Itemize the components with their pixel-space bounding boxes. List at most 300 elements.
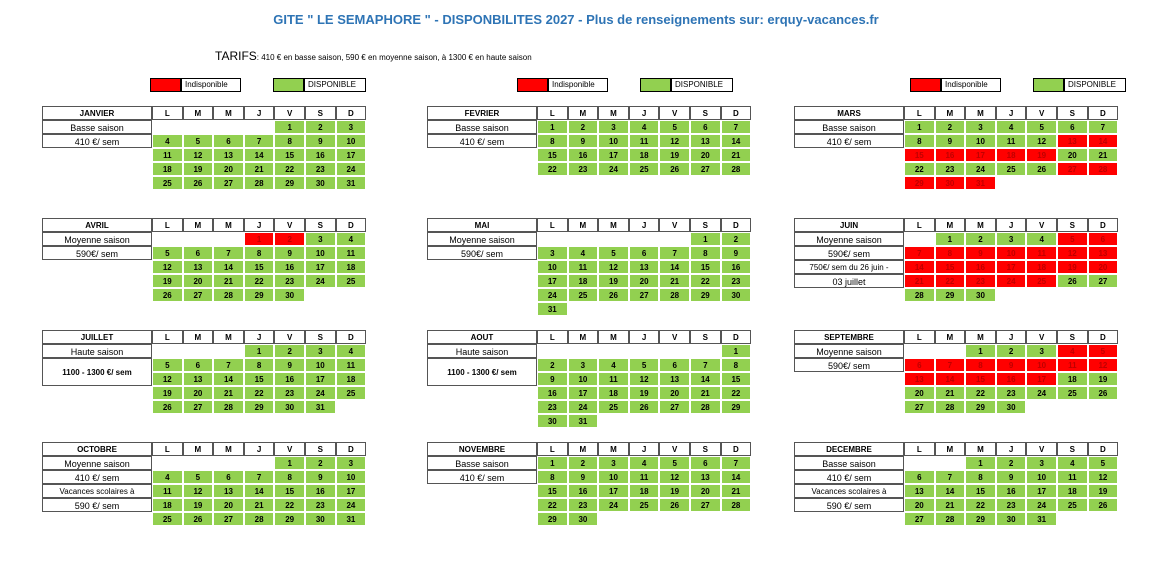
day-cell[interactable]: 7	[213, 246, 244, 260]
day-cell[interactable]: 17	[598, 148, 629, 162]
day-cell[interactable]: 9	[935, 134, 966, 148]
day-cell[interactable]: 17	[305, 372, 336, 386]
day-cell[interactable]: 6	[690, 456, 721, 470]
day-cell[interactable]: 13	[213, 148, 244, 162]
day-cell[interactable]: 16	[568, 484, 599, 498]
day-cell[interactable]: 1	[274, 120, 305, 134]
day-cell[interactable]: 3	[537, 246, 568, 260]
day-cell[interactable]: 14	[1088, 134, 1119, 148]
day-cell[interactable]: 3	[598, 120, 629, 134]
day-cell[interactable]: 29	[904, 176, 935, 190]
day-cell[interactable]: 24	[965, 162, 996, 176]
day-cell[interactable]: 15	[537, 484, 568, 498]
day-cell[interactable]: 6	[183, 358, 214, 372]
day-cell[interactable]: 15	[965, 372, 996, 386]
day-cell[interactable]: 18	[152, 498, 183, 512]
day-cell[interactable]: 21	[659, 274, 690, 288]
day-cell[interactable]: 21	[690, 386, 721, 400]
day-cell[interactable]: 1	[904, 120, 935, 134]
day-cell[interactable]: 15	[244, 372, 275, 386]
day-cell[interactable]: 16	[274, 260, 305, 274]
day-cell[interactable]: 31	[336, 512, 367, 526]
day-cell[interactable]: 10	[598, 470, 629, 484]
day-cell[interactable]: 27	[183, 400, 214, 414]
day-cell[interactable]: 24	[568, 400, 599, 414]
day-cell[interactable]: 22	[904, 162, 935, 176]
day-cell[interactable]: 21	[213, 274, 244, 288]
day-cell[interactable]: 9	[721, 246, 752, 260]
day-cell[interactable]: 16	[568, 148, 599, 162]
day-cell[interactable]: 1	[721, 344, 752, 358]
day-cell[interactable]: 16	[305, 484, 336, 498]
day-cell[interactable]: 12	[183, 148, 214, 162]
day-cell[interactable]: 20	[629, 274, 660, 288]
day-cell[interactable]: 2	[537, 358, 568, 372]
day-cell[interactable]: 28	[721, 162, 752, 176]
day-cell[interactable]: 2	[568, 120, 599, 134]
day-cell[interactable]: 6	[183, 246, 214, 260]
day-cell[interactable]: 5	[1088, 456, 1119, 470]
day-cell[interactable]: 4	[1026, 232, 1057, 246]
day-cell[interactable]: 3	[1026, 456, 1057, 470]
day-cell[interactable]: 26	[152, 288, 183, 302]
day-cell[interactable]: 14	[213, 260, 244, 274]
day-cell[interactable]: 2	[965, 232, 996, 246]
day-cell[interactable]: 12	[152, 372, 183, 386]
day-cell[interactable]: 14	[690, 372, 721, 386]
day-cell[interactable]: 6	[659, 358, 690, 372]
day-cell[interactable]: 27	[213, 176, 244, 190]
day-cell[interactable]: 27	[213, 512, 244, 526]
day-cell[interactable]: 3	[1026, 344, 1057, 358]
day-cell[interactable]: 18	[568, 274, 599, 288]
day-cell[interactable]: 17	[336, 484, 367, 498]
day-cell[interactable]: 8	[537, 470, 568, 484]
day-cell[interactable]: 8	[244, 246, 275, 260]
day-cell[interactable]: 13	[1088, 246, 1119, 260]
day-cell[interactable]: 23	[996, 386, 1027, 400]
day-cell[interactable]: 28	[690, 400, 721, 414]
day-cell[interactable]: 1	[274, 456, 305, 470]
day-cell[interactable]: 1	[965, 456, 996, 470]
day-cell[interactable]: 17	[537, 274, 568, 288]
day-cell[interactable]: 22	[244, 274, 275, 288]
day-cell[interactable]: 11	[152, 148, 183, 162]
day-cell[interactable]: 22	[537, 162, 568, 176]
day-cell[interactable]: 14	[904, 260, 935, 274]
day-cell[interactable]: 21	[244, 498, 275, 512]
day-cell[interactable]: 8	[274, 470, 305, 484]
day-cell[interactable]: 11	[568, 260, 599, 274]
day-cell[interactable]: 18	[152, 162, 183, 176]
day-cell[interactable]: 6	[629, 246, 660, 260]
day-cell[interactable]: 25	[336, 386, 367, 400]
day-cell[interactable]: 19	[152, 274, 183, 288]
day-cell[interactable]: 12	[183, 484, 214, 498]
day-cell[interactable]: 20	[183, 386, 214, 400]
day-cell[interactable]: 16	[721, 260, 752, 274]
day-cell[interactable]: 30	[305, 176, 336, 190]
day-cell[interactable]: 31	[537, 302, 568, 316]
day-cell[interactable]: 11	[336, 246, 367, 260]
day-cell[interactable]: 24	[537, 288, 568, 302]
day-cell[interactable]: 24	[1026, 386, 1057, 400]
day-cell[interactable]: 28	[213, 400, 244, 414]
day-cell[interactable]: 24	[305, 274, 336, 288]
day-cell[interactable]: 5	[659, 456, 690, 470]
day-cell[interactable]: 20	[690, 148, 721, 162]
day-cell[interactable]: 10	[1026, 470, 1057, 484]
day-cell[interactable]: 3	[305, 232, 336, 246]
day-cell[interactable]: 21	[935, 498, 966, 512]
day-cell[interactable]: 30	[537, 414, 568, 428]
day-cell[interactable]: 1	[244, 232, 275, 246]
day-cell[interactable]: 12	[1057, 246, 1088, 260]
day-cell[interactable]: 4	[336, 344, 367, 358]
day-cell[interactable]: 15	[244, 260, 275, 274]
day-cell[interactable]: 15	[690, 260, 721, 274]
day-cell[interactable]: 27	[1088, 274, 1119, 288]
day-cell[interactable]: 3	[336, 120, 367, 134]
day-cell[interactable]: 12	[1026, 134, 1057, 148]
day-cell[interactable]: 15	[965, 484, 996, 498]
day-cell[interactable]: 4	[629, 120, 660, 134]
day-cell[interactable]: 6	[213, 470, 244, 484]
day-cell[interactable]: 7	[213, 358, 244, 372]
day-cell[interactable]: 12	[629, 372, 660, 386]
day-cell[interactable]: 19	[1088, 484, 1119, 498]
day-cell[interactable]: 25	[629, 162, 660, 176]
day-cell[interactable]: 28	[935, 400, 966, 414]
day-cell[interactable]: 25	[152, 176, 183, 190]
day-cell[interactable]: 3	[996, 232, 1027, 246]
day-cell[interactable]: 7	[690, 358, 721, 372]
day-cell[interactable]: 9	[568, 134, 599, 148]
day-cell[interactable]: 4	[1057, 456, 1088, 470]
day-cell[interactable]: 17	[996, 260, 1027, 274]
day-cell[interactable]: 30	[965, 288, 996, 302]
day-cell[interactable]: 4	[996, 120, 1027, 134]
day-cell[interactable]: 28	[721, 498, 752, 512]
day-cell[interactable]: 15	[935, 260, 966, 274]
day-cell[interactable]: 25	[996, 162, 1027, 176]
day-cell[interactable]: 19	[1026, 148, 1057, 162]
day-cell[interactable]: 17	[568, 386, 599, 400]
day-cell[interactable]: 24	[305, 386, 336, 400]
day-cell[interactable]: 26	[1057, 274, 1088, 288]
day-cell[interactable]: 9	[996, 358, 1027, 372]
day-cell[interactable]: 27	[904, 512, 935, 526]
day-cell[interactable]: 18	[598, 386, 629, 400]
day-cell[interactable]: 26	[659, 498, 690, 512]
day-cell[interactable]: 3	[336, 456, 367, 470]
day-cell[interactable]: 7	[721, 120, 752, 134]
day-cell[interactable]: 16	[965, 260, 996, 274]
day-cell[interactable]: 6	[1057, 120, 1088, 134]
day-cell[interactable]: 12	[1088, 358, 1119, 372]
day-cell[interactable]: 17	[1026, 372, 1057, 386]
day-cell[interactable]: 8	[904, 134, 935, 148]
day-cell[interactable]: 28	[659, 288, 690, 302]
day-cell[interactable]: 24	[996, 274, 1027, 288]
day-cell[interactable]: 2	[996, 456, 1027, 470]
day-cell[interactable]: 25	[568, 288, 599, 302]
day-cell[interactable]: 9	[274, 358, 305, 372]
day-cell[interactable]: 20	[690, 484, 721, 498]
day-cell[interactable]: 11	[598, 372, 629, 386]
day-cell[interactable]: 13	[904, 484, 935, 498]
day-cell[interactable]: 25	[1026, 274, 1057, 288]
day-cell[interactable]: 12	[659, 134, 690, 148]
day-cell[interactable]: 29	[274, 176, 305, 190]
day-cell[interactable]: 10	[996, 246, 1027, 260]
day-cell[interactable]: 28	[244, 512, 275, 526]
day-cell[interactable]: 14	[244, 484, 275, 498]
day-cell[interactable]: 23	[537, 400, 568, 414]
day-cell[interactable]: 4	[152, 470, 183, 484]
day-cell[interactable]: 29	[274, 512, 305, 526]
day-cell[interactable]: 14	[721, 134, 752, 148]
day-cell[interactable]: 7	[1088, 120, 1119, 134]
day-cell[interactable]: 20	[1057, 148, 1088, 162]
day-cell[interactable]: 2	[996, 344, 1027, 358]
day-cell[interactable]: 7	[935, 470, 966, 484]
day-cell[interactable]: 26	[152, 400, 183, 414]
day-cell[interactable]: 21	[904, 274, 935, 288]
day-cell[interactable]: 18	[629, 148, 660, 162]
day-cell[interactable]: 19	[629, 386, 660, 400]
day-cell[interactable]: 2	[274, 232, 305, 246]
day-cell[interactable]: 8	[537, 134, 568, 148]
day-cell[interactable]: 27	[629, 288, 660, 302]
day-cell[interactable]: 5	[152, 246, 183, 260]
day-cell[interactable]: 28	[1088, 162, 1119, 176]
day-cell[interactable]: 10	[336, 470, 367, 484]
day-cell[interactable]: 11	[1026, 246, 1057, 260]
day-cell[interactable]: 27	[690, 162, 721, 176]
day-cell[interactable]: 28	[904, 288, 935, 302]
day-cell[interactable]: 11	[152, 484, 183, 498]
day-cell[interactable]: 18	[336, 260, 367, 274]
day-cell[interactable]: 10	[568, 372, 599, 386]
day-cell[interactable]: 24	[336, 498, 367, 512]
day-cell[interactable]: 2	[721, 232, 752, 246]
day-cell[interactable]: 19	[1088, 372, 1119, 386]
day-cell[interactable]: 31	[965, 176, 996, 190]
day-cell[interactable]: 5	[598, 246, 629, 260]
day-cell[interactable]: 22	[274, 498, 305, 512]
day-cell[interactable]: 26	[183, 512, 214, 526]
day-cell[interactable]: 17	[1026, 484, 1057, 498]
day-cell[interactable]: 21	[721, 148, 752, 162]
day-cell[interactable]: 23	[274, 386, 305, 400]
day-cell[interactable]: 30	[996, 512, 1027, 526]
day-cell[interactable]: 27	[1057, 162, 1088, 176]
day-cell[interactable]: 16	[935, 148, 966, 162]
day-cell[interactable]: 1	[537, 120, 568, 134]
day-cell[interactable]: 2	[935, 120, 966, 134]
day-cell[interactable]: 18	[1026, 260, 1057, 274]
day-cell[interactable]: 27	[904, 400, 935, 414]
day-cell[interactable]: 26	[598, 288, 629, 302]
day-cell[interactable]: 19	[598, 274, 629, 288]
day-cell[interactable]: 8	[935, 246, 966, 260]
day-cell[interactable]: 14	[659, 260, 690, 274]
day-cell[interactable]: 7	[659, 246, 690, 260]
day-cell[interactable]: 2	[274, 344, 305, 358]
day-cell[interactable]: 23	[568, 162, 599, 176]
day-cell[interactable]: 5	[1026, 120, 1057, 134]
day-cell[interactable]: 12	[598, 260, 629, 274]
day-cell[interactable]: 10	[598, 134, 629, 148]
day-cell[interactable]: 8	[965, 470, 996, 484]
day-cell[interactable]: 28	[935, 512, 966, 526]
day-cell[interactable]: 9	[274, 246, 305, 260]
day-cell[interactable]: 7	[904, 246, 935, 260]
day-cell[interactable]: 26	[629, 400, 660, 414]
day-cell[interactable]: 4	[598, 358, 629, 372]
day-cell[interactable]: 23	[965, 274, 996, 288]
day-cell[interactable]: 21	[1088, 148, 1119, 162]
day-cell[interactable]: 23	[305, 498, 336, 512]
day-cell[interactable]: 15	[274, 484, 305, 498]
day-cell[interactable]: 1	[965, 344, 996, 358]
day-cell[interactable]: 5	[152, 358, 183, 372]
day-cell[interactable]: 13	[659, 372, 690, 386]
day-cell[interactable]: 10	[1026, 358, 1057, 372]
day-cell[interactable]: 26	[659, 162, 690, 176]
day-cell[interactable]: 14	[935, 484, 966, 498]
day-cell[interactable]: 16	[537, 386, 568, 400]
day-cell[interactable]: 29	[244, 400, 275, 414]
day-cell[interactable]: 13	[1057, 134, 1088, 148]
day-cell[interactable]: 28	[244, 176, 275, 190]
day-cell[interactable]: 1	[690, 232, 721, 246]
day-cell[interactable]: 19	[1057, 260, 1088, 274]
day-cell[interactable]: 3	[568, 358, 599, 372]
day-cell[interactable]: 21	[721, 484, 752, 498]
day-cell[interactable]: 29	[537, 512, 568, 526]
day-cell[interactable]: 18	[996, 148, 1027, 162]
day-cell[interactable]: 7	[935, 358, 966, 372]
day-cell[interactable]: 24	[598, 162, 629, 176]
day-cell[interactable]: 11	[629, 470, 660, 484]
day-cell[interactable]: 19	[183, 498, 214, 512]
day-cell[interactable]: 23	[721, 274, 752, 288]
day-cell[interactable]: 15	[274, 148, 305, 162]
day-cell[interactable]: 16	[305, 148, 336, 162]
day-cell[interactable]: 27	[183, 288, 214, 302]
day-cell[interactable]: 23	[305, 162, 336, 176]
day-cell[interactable]: 9	[537, 372, 568, 386]
day-cell[interactable]: 20	[904, 386, 935, 400]
day-cell[interactable]: 6	[904, 358, 935, 372]
day-cell[interactable]: 5	[1088, 344, 1119, 358]
day-cell[interactable]: 11	[1057, 358, 1088, 372]
day-cell[interactable]: 8	[690, 246, 721, 260]
day-cell[interactable]: 29	[244, 288, 275, 302]
day-cell[interactable]: 22	[537, 498, 568, 512]
day-cell[interactable]: 23	[935, 162, 966, 176]
day-cell[interactable]: 2	[305, 456, 336, 470]
day-cell[interactable]: 19	[152, 386, 183, 400]
day-cell[interactable]: 19	[659, 484, 690, 498]
day-cell[interactable]: 15	[537, 148, 568, 162]
day-cell[interactable]: 29	[965, 512, 996, 526]
day-cell[interactable]: 24	[1026, 498, 1057, 512]
day-cell[interactable]: 25	[598, 400, 629, 414]
day-cell[interactable]: 22	[690, 274, 721, 288]
day-cell[interactable]: 7	[721, 456, 752, 470]
day-cell[interactable]: 18	[336, 372, 367, 386]
day-cell[interactable]: 2	[568, 456, 599, 470]
day-cell[interactable]: 13	[183, 260, 214, 274]
day-cell[interactable]: 6	[1088, 232, 1119, 246]
day-cell[interactable]: 5	[1057, 232, 1088, 246]
day-cell[interactable]: 3	[598, 456, 629, 470]
day-cell[interactable]: 5	[183, 134, 214, 148]
day-cell[interactable]: 4	[629, 456, 660, 470]
day-cell[interactable]: 14	[935, 372, 966, 386]
day-cell[interactable]: 23	[274, 274, 305, 288]
day-cell[interactable]: 22	[965, 386, 996, 400]
day-cell[interactable]: 29	[935, 288, 966, 302]
day-cell[interactable]: 13	[690, 134, 721, 148]
day-cell[interactable]: 9	[996, 470, 1027, 484]
day-cell[interactable]: 16	[274, 372, 305, 386]
day-cell[interactable]: 30	[274, 400, 305, 414]
day-cell[interactable]: 22	[274, 162, 305, 176]
day-cell[interactable]: 13	[213, 484, 244, 498]
day-cell[interactable]: 4	[152, 134, 183, 148]
day-cell[interactable]: 6	[690, 120, 721, 134]
day-cell[interactable]: 13	[690, 470, 721, 484]
day-cell[interactable]: 18	[1057, 372, 1088, 386]
day-cell[interactable]: 20	[183, 274, 214, 288]
day-cell[interactable]: 13	[904, 372, 935, 386]
day-cell[interactable]: 9	[965, 246, 996, 260]
day-cell[interactable]: 4	[336, 232, 367, 246]
day-cell[interactable]: 30	[274, 288, 305, 302]
day-cell[interactable]: 12	[659, 470, 690, 484]
day-cell[interactable]: 9	[305, 470, 336, 484]
day-cell[interactable]: 17	[965, 148, 996, 162]
day-cell[interactable]: 16	[996, 372, 1027, 386]
day-cell[interactable]: 8	[721, 358, 752, 372]
day-cell[interactable]: 30	[935, 176, 966, 190]
day-cell[interactable]: 31	[568, 414, 599, 428]
day-cell[interactable]: 16	[996, 484, 1027, 498]
day-cell[interactable]: 3	[305, 344, 336, 358]
day-cell[interactable]: 1	[537, 456, 568, 470]
day-cell[interactable]: 22	[935, 274, 966, 288]
day-cell[interactable]: 7	[244, 470, 275, 484]
day-cell[interactable]: 11	[1057, 470, 1088, 484]
day-cell[interactable]: 10	[336, 134, 367, 148]
day-cell[interactable]: 26	[1088, 498, 1119, 512]
day-cell[interactable]: 5	[659, 120, 690, 134]
day-cell[interactable]: 30	[305, 512, 336, 526]
day-cell[interactable]: 8	[965, 358, 996, 372]
day-cell[interactable]: 15	[904, 148, 935, 162]
day-cell[interactable]: 24	[598, 498, 629, 512]
day-cell[interactable]: 30	[568, 512, 599, 526]
day-cell[interactable]: 11	[996, 134, 1027, 148]
day-cell[interactable]: 17	[305, 260, 336, 274]
day-cell[interactable]: 10	[305, 358, 336, 372]
day-cell[interactable]: 1	[935, 232, 966, 246]
day-cell[interactable]: 21	[213, 386, 244, 400]
